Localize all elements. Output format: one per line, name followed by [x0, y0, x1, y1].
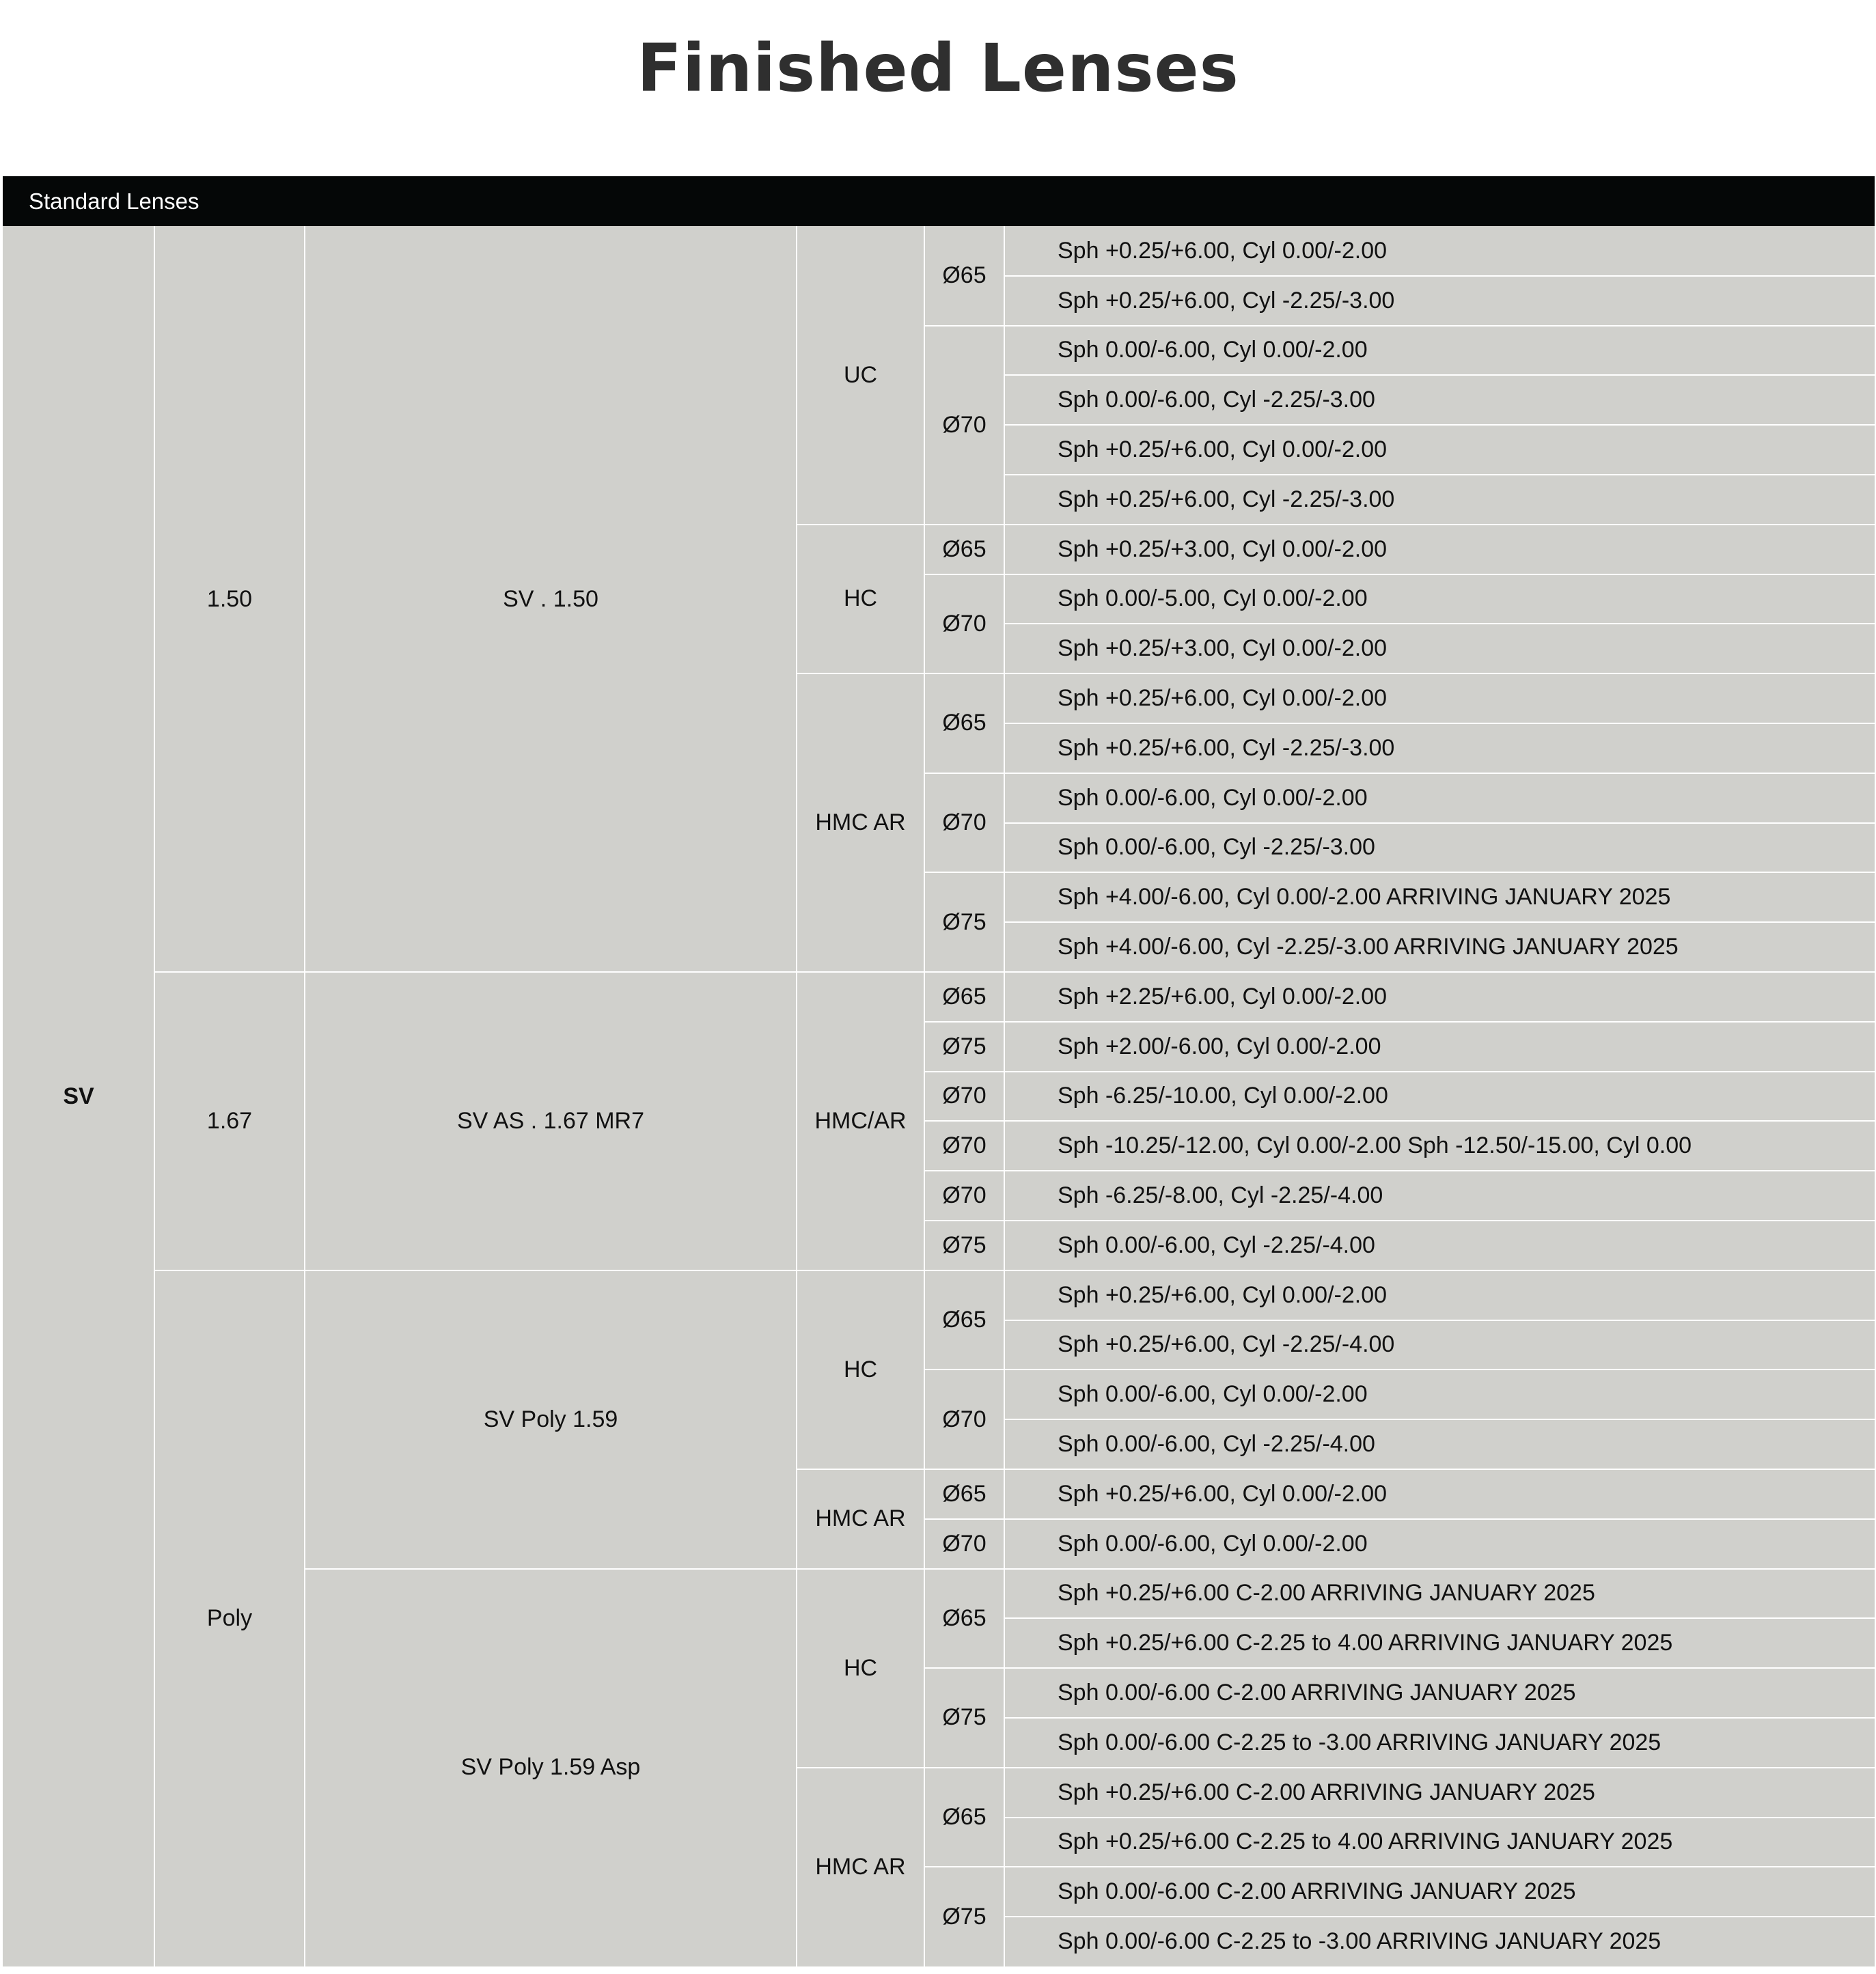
- spec-cell: Sph 0.00/-6.00, Cyl -2.25/-4.00: [1058, 1232, 1375, 1258]
- row-divider: [1004, 723, 1875, 724]
- column-divider: [304, 226, 305, 1966]
- spec-cell: Sph +2.00/-6.00, Cyl 0.00/-2.00: [1058, 1033, 1381, 1059]
- section-header-standard-lenses: Standard Lenses: [3, 176, 1875, 226]
- row-divider: [1004, 1916, 1875, 1917]
- row-divider: [1004, 1617, 1875, 1619]
- spec-cell: Sph +0.25/+3.00, Cyl 0.00/-2.00: [1058, 536, 1388, 562]
- coating-cell: HC: [843, 1654, 878, 1681]
- diameter-cell: Ø65: [942, 536, 987, 562]
- spec-cell: Sph +0.25/+6.00, Cyl -2.25/-3.00: [1058, 734, 1395, 761]
- diameter-cell: Ø65: [942, 1804, 987, 1831]
- row-divider: [924, 1021, 1875, 1023]
- row-divider: [924, 1071, 1875, 1072]
- product-cell: SV Poly 1.59: [483, 1406, 618, 1432]
- spec-cell: Sph 0.00/-6.00, Cyl 0.00/-2.00: [1058, 784, 1368, 811]
- diameter-cell: Ø65: [942, 1480, 987, 1507]
- spec-cell: Sph +0.25/+6.00, Cyl 0.00/-2.00: [1058, 685, 1388, 712]
- spec-cell: Sph 0.00/-6.00 C-2.25 to -3.00 ARRIVING JANUARY 2025: [1058, 1928, 1661, 1955]
- column-divider: [1004, 226, 1005, 1966]
- product-cell: SV Poly 1.59 Asp: [460, 1754, 641, 1781]
- coating-cell: HMC AR: [815, 1505, 906, 1532]
- index-cell: 1.50: [206, 585, 253, 612]
- spec-cell: Sph -10.25/-12.00, Cyl 0.00/-2.00 Sph -12.50/-15.00, Cyl 0.00: [1058, 1132, 1692, 1159]
- diameter-cell: Ø70: [942, 1406, 987, 1432]
- product-cell: SV AS . 1.67 MR7: [456, 1107, 645, 1134]
- row-divider: [924, 1667, 1875, 1669]
- row-divider: [1004, 623, 1875, 624]
- diameter-cell: Ø70: [942, 1083, 987, 1109]
- lens-table: [3, 226, 1875, 1966]
- diameter-cell: Ø65: [942, 1307, 987, 1333]
- row-divider: [1004, 1817, 1875, 1818]
- column-divider: [924, 226, 925, 1966]
- spec-cell: Sph 0.00/-6.00 C-2.00 ARRIVING JANUARY 2025: [1058, 1878, 1576, 1905]
- spec-cell: Sph +0.25/+6.00, Cyl 0.00/-2.00: [1058, 436, 1388, 463]
- diameter-cell: Ø75: [942, 1704, 987, 1731]
- diameter-cell: Ø65: [942, 262, 987, 289]
- row-divider: [924, 872, 1875, 873]
- row-divider: [1004, 424, 1875, 426]
- type-cell: SV: [63, 1083, 94, 1109]
- index-cell: 1.67: [206, 1107, 253, 1134]
- diameter-cell: Ø65: [942, 983, 987, 1010]
- diameter-cell: Ø65: [942, 1604, 987, 1631]
- diameter-cell: Ø70: [942, 1182, 987, 1209]
- spec-cell: Sph 0.00/-6.00, Cyl 0.00/-2.00: [1058, 337, 1368, 363]
- diameter-cell: Ø75: [942, 1033, 987, 1059]
- spec-cell: Sph +2.25/+6.00, Cyl 0.00/-2.00: [1058, 983, 1388, 1010]
- spec-cell: Sph +0.25/+6.00, Cyl 0.00/-2.00: [1058, 1480, 1388, 1507]
- diameter-cell: Ø65: [942, 710, 987, 736]
- index-cell: Poly: [206, 1604, 253, 1631]
- spec-cell: Sph +0.25/+6.00, Cyl -2.25/-4.00: [1058, 1331, 1395, 1358]
- row-divider: [1004, 1717, 1875, 1719]
- diameter-cell: Ø75: [942, 1903, 987, 1930]
- row-divider: [1004, 1320, 1875, 1321]
- spec-cell: Sph 0.00/-6.00, Cyl -2.25/-3.00: [1058, 387, 1375, 413]
- spec-cell: Sph 0.00/-6.00, Cyl 0.00/-2.00: [1058, 1530, 1368, 1557]
- row-divider: [924, 773, 1875, 774]
- diameter-cell: Ø75: [942, 1232, 987, 1258]
- spec-cell: Sph +0.25/+6.00, Cyl 0.00/-2.00: [1058, 237, 1388, 264]
- row-divider: [924, 1220, 1875, 1221]
- row-divider: [924, 1170, 1875, 1171]
- row-divider: [1004, 374, 1875, 376]
- coating-cell: HMC/AR: [814, 1107, 907, 1134]
- spec-cell: Sph +0.25/+6.00 C-2.25 to 4.00 ARRIVING JANUARY 2025: [1058, 1829, 1673, 1855]
- spec-cell: Sph +4.00/-6.00, Cyl 0.00/-2.00 ARRIVING JANUARY 2025: [1058, 884, 1671, 910]
- spec-cell: Sph 0.00/-6.00, Cyl 0.00/-2.00: [1058, 1381, 1368, 1408]
- row-divider: [1004, 1419, 1875, 1420]
- row-divider: [1004, 822, 1875, 824]
- spec-cell: Sph -6.25/-8.00, Cyl -2.25/-4.00: [1058, 1182, 1383, 1209]
- spec-cell: Sph -6.25/-10.00, Cyl 0.00/-2.00: [1058, 1083, 1388, 1109]
- coating-cell: HC: [843, 585, 878, 612]
- spec-cell: Sph 0.00/-6.00, Cyl -2.25/-4.00: [1058, 1431, 1375, 1458]
- spec-cell: Sph +0.25/+3.00, Cyl 0.00/-2.00: [1058, 635, 1388, 662]
- diameter-cell: Ø70: [942, 610, 987, 637]
- spec-cell: Sph 0.00/-5.00, Cyl 0.00/-2.00: [1058, 585, 1368, 612]
- spec-cell: Sph 0.00/-6.00, Cyl -2.25/-3.00: [1058, 834, 1375, 861]
- spec-cell: Sph +4.00/-6.00, Cyl -2.25/-3.00 ARRIVING JANUARY 2025: [1058, 934, 1679, 960]
- row-divider: [924, 325, 1875, 326]
- spec-cell: Sph +0.25/+6.00, Cyl -2.25/-3.00: [1058, 486, 1395, 512]
- coating-cell: UC: [843, 361, 878, 388]
- row-divider: [924, 1866, 1875, 1867]
- diameter-cell: Ø75: [942, 908, 987, 935]
- row-divider: [797, 673, 1875, 674]
- spec-cell: Sph 0.00/-6.00 C-2.00 ARRIVING JANUARY 2025: [1058, 1680, 1576, 1706]
- column-divider: [154, 226, 155, 1966]
- row-divider: [1004, 474, 1875, 475]
- spec-cell: Sph +0.25/+6.00, Cyl 0.00/-2.00: [1058, 1281, 1388, 1308]
- spec-cell: Sph +0.25/+6.00 C-2.25 to 4.00 ARRIVING JANUARY 2025: [1058, 1630, 1673, 1656]
- column-divider: [796, 226, 797, 1966]
- row-divider: [1004, 921, 1875, 923]
- coating-cell: HMC AR: [815, 1853, 906, 1880]
- diameter-cell: Ø70: [942, 1132, 987, 1159]
- page-title: Finished Lenses: [637, 30, 1239, 107]
- row-divider: [1004, 275, 1875, 277]
- row-divider: [924, 1120, 1875, 1122]
- spec-cell: Sph +0.25/+6.00 C-2.00 ARRIVING JANUARY 2025: [1058, 1779, 1595, 1805]
- row-divider: [797, 1469, 1875, 1470]
- spec-cell: Sph 0.00/-6.00 C-2.25 to -3.00 ARRIVING JANUARY 2025: [1058, 1729, 1661, 1755]
- coating-cell: HC: [843, 1356, 878, 1382]
- diameter-cell: Ø70: [942, 809, 987, 836]
- row-divider: [924, 574, 1875, 575]
- product-cell: SV . 1.50: [503, 585, 598, 612]
- diameter-cell: Ø70: [942, 411, 987, 438]
- row-divider: [924, 1369, 1875, 1370]
- diameter-cell: Ø70: [942, 1530, 987, 1557]
- spec-cell: Sph +0.25/+6.00, Cyl -2.25/-3.00: [1058, 287, 1395, 314]
- row-divider: [924, 1518, 1875, 1520]
- coating-cell: HMC AR: [815, 809, 906, 836]
- row-divider: [797, 524, 1875, 525]
- spec-cell: Sph +0.25/+6.00 C-2.00 ARRIVING JANUARY 2025: [1058, 1580, 1595, 1607]
- row-divider: [797, 1767, 1875, 1768]
